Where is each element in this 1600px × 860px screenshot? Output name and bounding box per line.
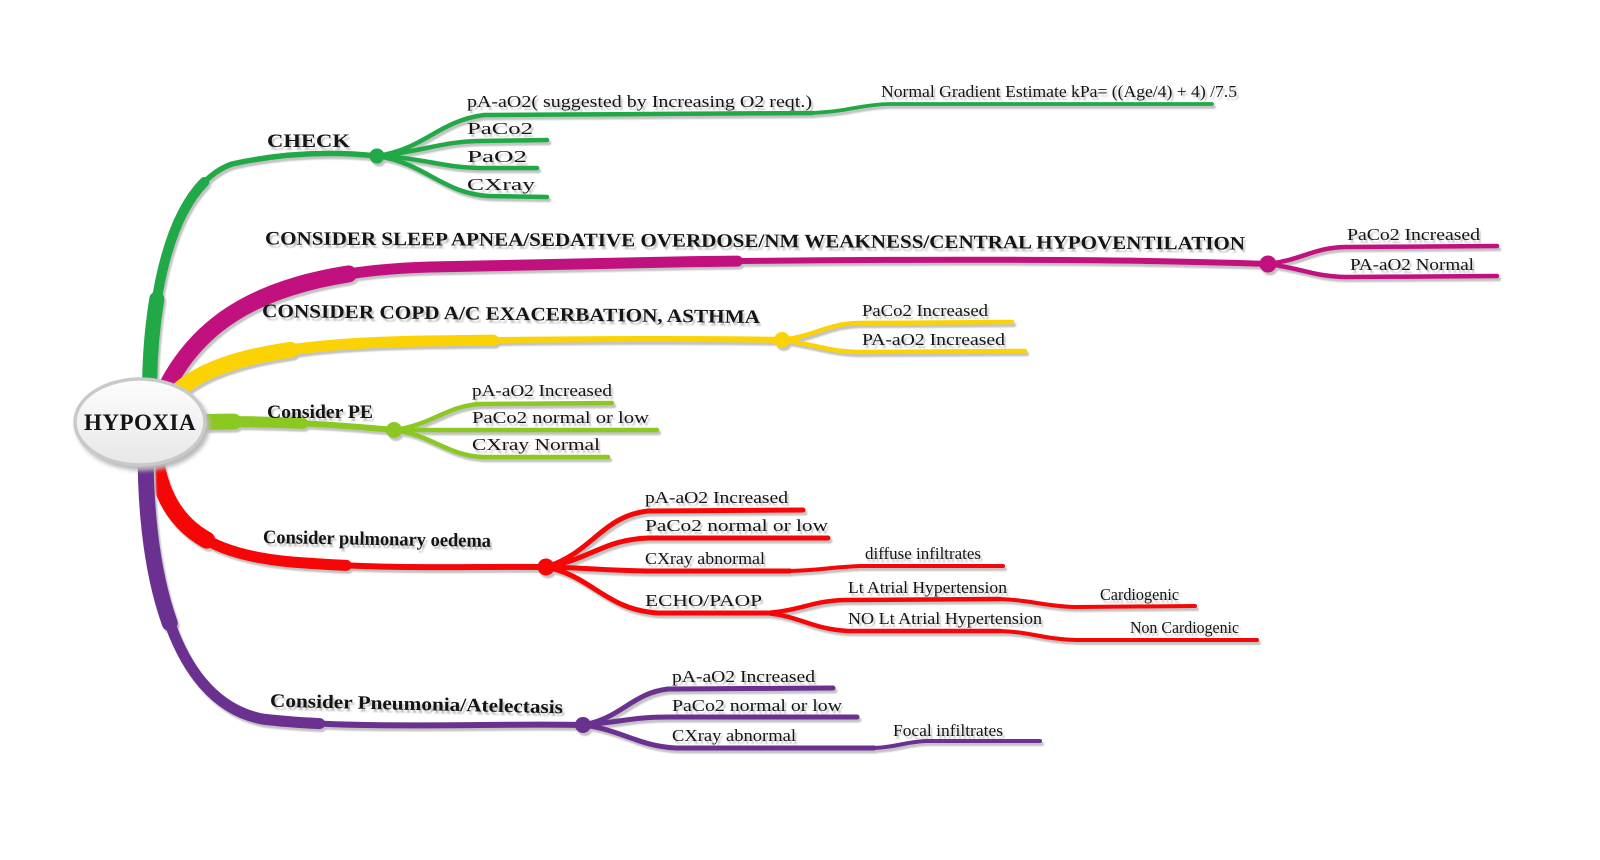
node-label-paco2-increased[interactable]: PaCo2 Increased [862, 301, 989, 320]
branch-pulmonary-oedema [150, 426, 1257, 640]
node-label-pa-ao2-normal[interactable]: PA-aO2 Normal [1350, 255, 1475, 274]
node-label-cxray-normal[interactable]: CXray Normal [472, 435, 601, 454]
node-label-pa-ao2-suggested[interactable]: pA-aO2( suggested by Increasing O2 reqt.) [467, 92, 812, 111]
node-label-cxray[interactable]: CXray [467, 175, 536, 194]
node-label-pa-ao2-increased[interactable]: PA-aO2 Increased [862, 330, 1006, 349]
node-label-normal-gradient[interactable]: Normal Gradient Estimate kPa= ((Age/4) + 4) /7.5 [881, 82, 1237, 101]
node-label-pe[interactable]: Consider PE [267, 402, 373, 423]
node-label-diffuse-infiltrates[interactable]: diffuse infiltrates [865, 544, 981, 563]
node-label-paco2-normal-low[interactable]: PaCo2 normal or low [645, 516, 829, 535]
node-label-echo-paop[interactable]: ECHO/PAOP [645, 591, 762, 610]
node-label-non-cardiogenic[interactable]: Non Cardiogenic [1130, 618, 1240, 637]
subbranch-line [583, 717, 857, 725]
node-label-paco2-normal-low[interactable]: PaCo2 normal or low [672, 696, 843, 715]
node-label-cardiogenic[interactable]: Cardiogenic [1100, 585, 1180, 604]
subbranch-line [377, 113, 812, 156]
branch-pe [165, 381, 657, 457]
node-label-cxray-abnormal[interactable]: CXray abnormal [645, 549, 766, 568]
node-label-focal-infiltrates[interactable]: Focal infiltrates [893, 721, 1003, 740]
branch-curve [146, 428, 583, 725]
node-label-pneumonia-atelectasis[interactable]: Consider Pneumonia/Atelectasis [269, 690, 533, 718]
node-label-pulmonary-oedema[interactable]: Consider pulmonary oedema [262, 526, 499, 553]
node-label-check[interactable]: CHECK [267, 131, 351, 152]
branch-curve [152, 339, 782, 424]
node-label-cxray-abnormal[interactable]: CXray abnormal [672, 726, 797, 745]
node-label-pao2[interactable]: PaO2 [467, 147, 527, 166]
node-label-pa-ao2-increased[interactable]: pA-aO2 Increased [672, 667, 816, 686]
node-label-paco2[interactable]: PaCo2 [467, 119, 533, 138]
node-label-pa-ao2-increased[interactable]: pA-aO2 Increased [645, 488, 789, 507]
node-label-paco2-normal-low[interactable]: PaCo2 normal or low [472, 408, 650, 427]
node-label-sleep-apnea[interactable]: CONSIDER SLEEP APNEA/SEDATIVE OVERDOSE/NM WEAKNESS/CENTRAL HYPOVENTILATION [264, 228, 1151, 255]
node-label-paco2-increased[interactable]: PaCo2 Increased [1347, 225, 1481, 244]
node-label-lt-atrial-hypertension[interactable]: Lt Atrial Hypertension [848, 578, 1008, 597]
subbranch-line [874, 741, 1040, 748]
node-label-copd[interactable]: CONSIDER COPD A/C EXACERBATION, ASTHMA [261, 300, 708, 328]
branch-curve [146, 428, 583, 725]
root-node[interactable] [75, 379, 205, 465]
node-label-no-lt-atrial-hypertension[interactable]: NO Lt Atrial Hypertension [848, 609, 1043, 628]
subbranch-line [790, 566, 1003, 571]
branch-curve [146, 428, 583, 725]
root-node-label[interactable]: HYPOXIA [83, 410, 197, 435]
subbranch-line [812, 104, 1212, 113]
node-label-pa-ao2-increased[interactable]: pA-aO2 Increased [472, 381, 613, 400]
